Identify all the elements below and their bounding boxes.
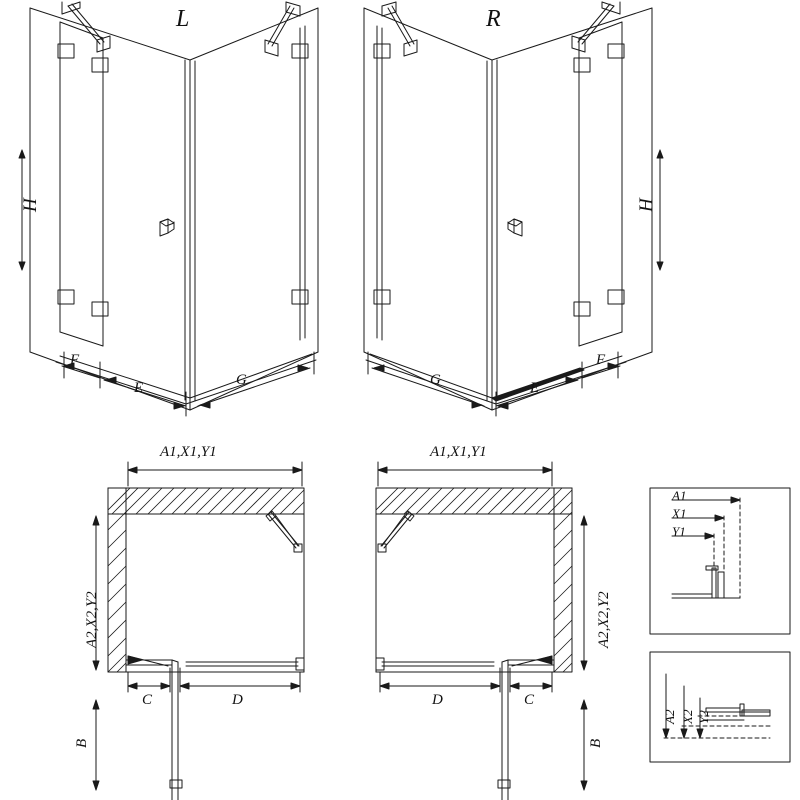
dim-label-a2x2y2-right: A2,X2,Y2 [596,591,612,648]
dim-label-a1x1y1-right: A1,X1,Y1 [430,444,487,460]
dim-label-e-right: E [530,380,540,396]
detail-label-y2: Y2 [696,710,711,724]
dim-label-g-right: G [430,372,441,388]
detail-label-a2: A2 [662,709,677,724]
dim-label-a1x1y1-left: A1,X1,Y1 [160,444,217,460]
dim-label-d-left: D [232,692,243,708]
dim-label-e-left: E [134,380,144,396]
view-title-left-L: L [176,6,190,32]
view-title-right-R: R [486,6,501,32]
dim-label-a2x2y2-left: A2,X2,Y2 [84,591,100,648]
dim-label-c-left: C [142,692,153,708]
dim-label-b-left: B [74,738,90,748]
dim-label-f-left: F [70,352,80,368]
dim-label-c-right: C [524,692,535,708]
dim-label-g-left: G [236,372,247,388]
dim-label-h-left: H [20,198,41,212]
detail-label-x1: X1 [672,506,687,521]
detail-label-a1: A1 [672,488,687,503]
detail-label-y1: Y1 [672,524,686,539]
dim-label-d-right: D [432,692,443,708]
dim-label-f-right: F [596,352,606,368]
dim-label-b-right: B [588,738,604,748]
detail-label-x2: X2 [680,709,695,724]
dim-label-h-right: H [636,198,657,212]
